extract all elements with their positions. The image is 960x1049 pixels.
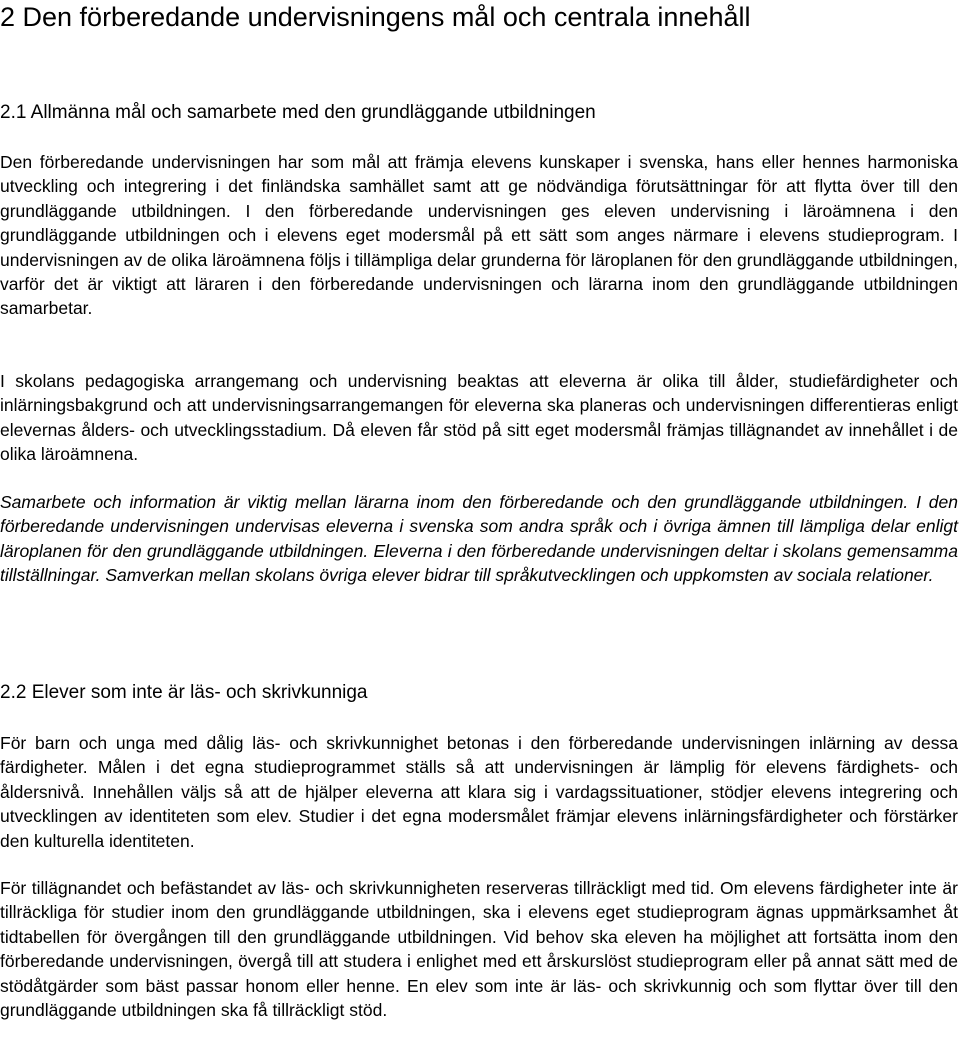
section-heading-2-2: 2.2 Elever som inte är läs- och skrivkunniga: [0, 682, 368, 703]
paragraph-literacy-time: För tillägnandet och befästandet av läs- och skrivkunnigheten reserveras tillräckligt med tid. Om elevens färdigheter inte är tillräckliga för studier inom den grundläggande utbildningen, ska i elevens eget studieprogram ägnas uppmärksamhet åt tidtabellen för övergången till den grundläggande utbildningen. Vid behov ska eleven ha möjlighet att fortsätta inom den förberedande undervisningen, övergå till att studera i enlighet med ett årskurslöst studieprogram eller på annat sätt med de stödåtgärder som bäst passar honom eller henne. En elev som inte är läs- och skrivkunnig och som flyttar över till den grundläggande utbildningen ska få tillräckligt stöd.: [0, 878, 958, 1021]
paragraph-literacy-goals: För barn och unga med dålig läs- och skrivkunnighet betonas i den förberedande undervisningen inlärning av dessa färdigheter. Målen i det egna studieprogrammet ställs så att undervisningen är lämplig för elevens färdighets- och åldersnivå. Innehållen väljs så att de hjälper eleverna att klara sig i vardagssituationer, stödjer elevens integrering och utvecklingen av identiteten som elev. Studier i det egna modersmålet främjar elevens inlärningsfärdigheter och förstärker den kulturella identiteten.: [0, 733, 958, 851]
page-title: 2 Den förberedande undervisningens mål och centrala innehåll: [0, 2, 751, 32]
paragraph-pedagogical-arrangements: I skolans pedagogiska arrangemang och undervisning beaktas att eleverna är olika till ålder, studiefärdigheter och inlärningsbakgrund och att undervisningsarrangemangen för eleverna ska planeras och undervisningen differentieras enligt elevernas ålders- och utvecklingsstadium. Då eleven får stöd på sitt eget modersmål främjas tillägnandet av innehållet i de olika läroämnena.: [0, 371, 958, 465]
paragraph-cooperation: Samarbete och information är viktig mellan lärarna inom den förberedande och den grundläggande utbildningen. I den förberedande undervisningen undervisas eleverna i svenska som andra språk och i övriga ämnen till lämpliga delar enligt läroplanen för den grundläggande utbildningen. Eleverna i den förberedande undervisningen deltar i skolans gemensamma tillställningar. Samverkan mellan skolans övriga elever bidrar till språkutvecklingen och uppkomsten av sociala relationer.: [0, 492, 958, 586]
section-heading-2-1: 2.1 Allmänna mål och samarbete med den grundläggande utbildningen: [0, 102, 596, 123]
paragraph-general-goals: Den förberedande undervisningen har som mål att främja elevens kunskaper i svenska, hans eller hennes harmoniska utveckling och integrering i det finländska samhället samt att ge nödvändiga förutsättningar för att flytta över till den grundläggande utbildningen. I den förberedande undervisningen ges eleven undervisning i läroämnena i den grundläggande utbildningen och i elevens eget modersmål på ett sätt som anges närmare i elevens studieprogram. I undervisningen av de olika läroämnena följs i tillämpliga delar grunderna för läroplanen för den grundläggande utbildningen, varför det är viktigt att läraren i den förberedande undervisningen och lärarna inom den grundläggande utbildningen samarbetar.: [0, 152, 958, 319]
